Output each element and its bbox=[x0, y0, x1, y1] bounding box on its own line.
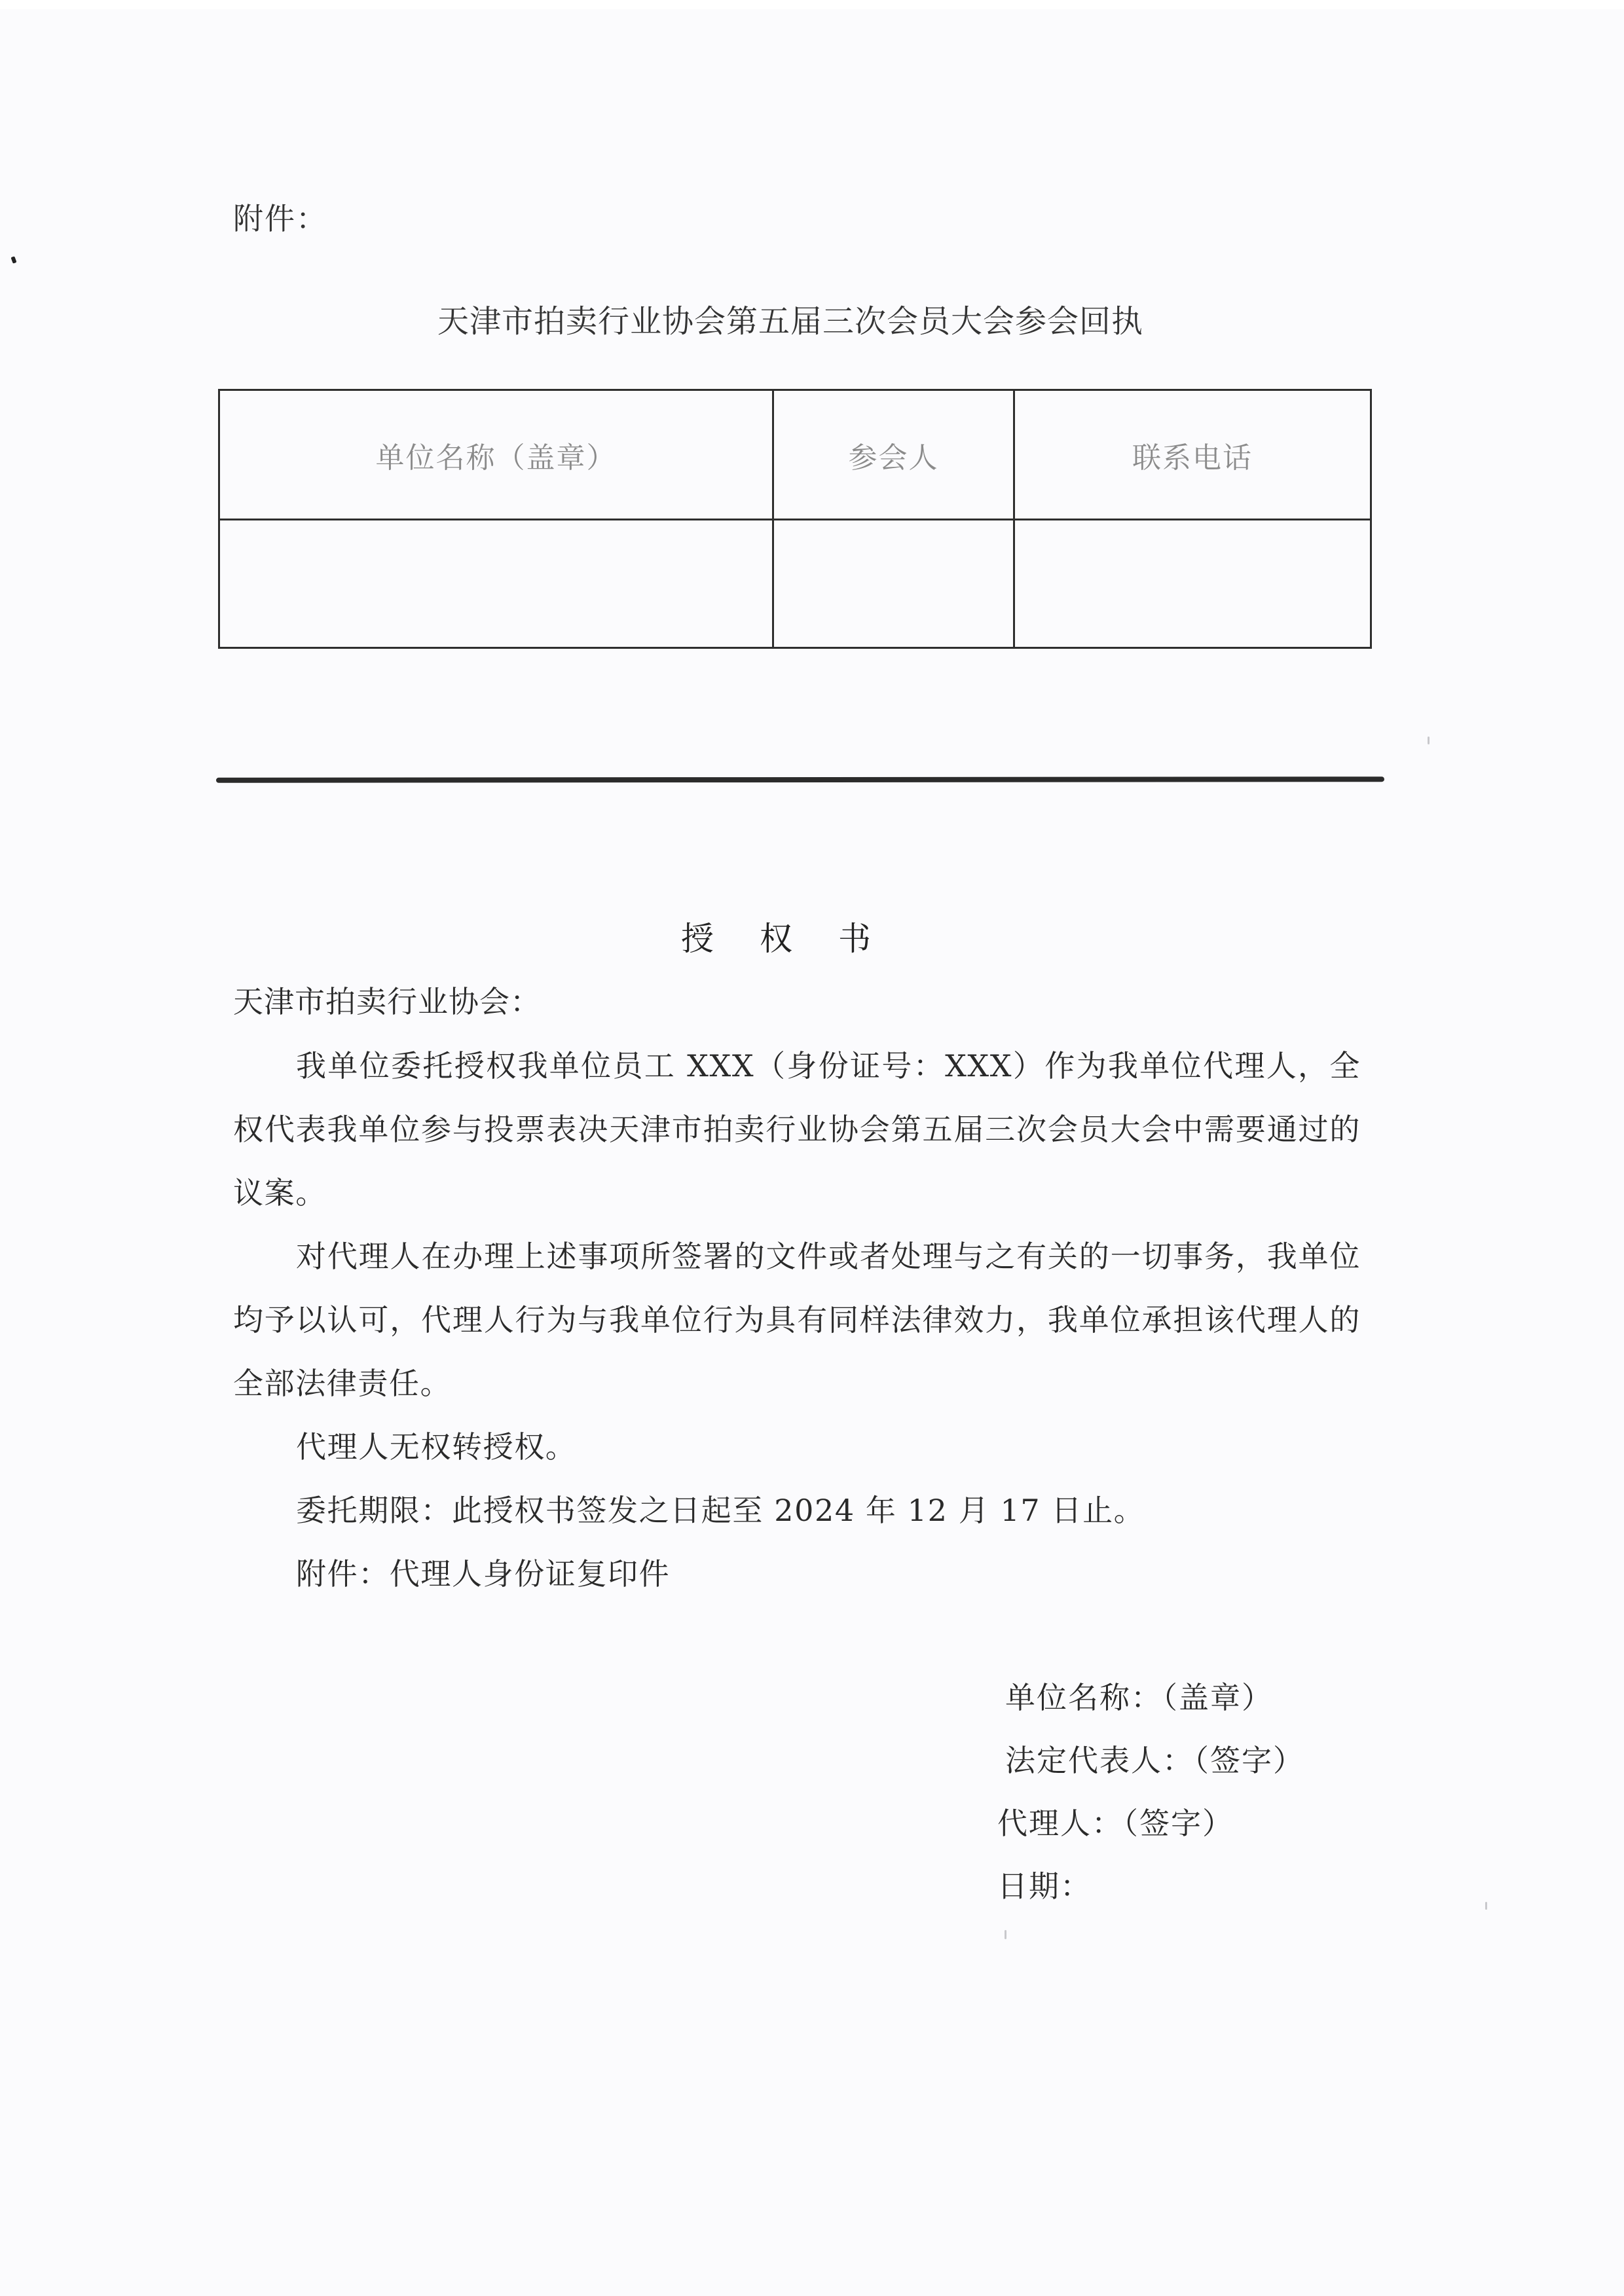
authorization-title bbox=[681, 913, 871, 960]
scan-speck bbox=[1485, 1902, 1487, 1910]
sig-unit-name: 单位名称：（盖章） bbox=[1005, 1680, 1273, 1715]
sig-date: 日期： bbox=[997, 1868, 1092, 1904]
page-top-edge bbox=[0, 0, 1624, 9]
authorization-body bbox=[233, 1034, 1361, 1606]
header-phone: 联系电话 bbox=[1014, 390, 1371, 520]
paragraph-liability: 对代理人在办理上述事项所签署的文件或者处理与之有关的一切事务，我单位均予以认可，代理人行为与我单位行为具有同样法律效力，我单位承担该代理人的全部法律责任。 bbox=[233, 1239, 1361, 1401]
attachment-label: 附件： bbox=[233, 201, 327, 236]
paragraph-attachment: 附件：代理人身份证复印件 bbox=[296, 1556, 671, 1592]
receipt-title: 天津市拍卖行业协会第五届三次会员大会参会回执 bbox=[437, 303, 1144, 340]
table-header-row bbox=[219, 390, 1371, 520]
receipt-table bbox=[218, 389, 1372, 649]
scan-mark bbox=[10, 256, 16, 263]
sig-legal-rep: 法定代表人：（签字） bbox=[1005, 1743, 1304, 1778]
scan-speck bbox=[1428, 737, 1430, 744]
header-attendee: 参会人 bbox=[773, 390, 1014, 520]
cut-line-divider bbox=[216, 776, 1384, 783]
title-char: 书 bbox=[838, 920, 871, 958]
header-unit-name: 单位名称（盖章） bbox=[219, 390, 773, 520]
addressee: 天津市拍卖行业协会： bbox=[233, 984, 541, 1019]
phone-cell[interactable] bbox=[1014, 520, 1371, 648]
unit-name-cell[interactable] bbox=[219, 520, 773, 648]
signature-block bbox=[997, 1666, 1304, 1918]
title-char: 授 bbox=[681, 920, 714, 958]
sig-agent: 代理人：（签字） bbox=[997, 1806, 1234, 1841]
paragraph-term: 委托期限：此授权书签发之日起至 2024 年 12 月 17 日止。 bbox=[296, 1493, 1145, 1528]
paragraph-no-sub-delegation: 代理人无权转授权。 bbox=[296, 1429, 577, 1465]
paragraph-delegation: 我单位委托授权我单位员工 XXX（身份证号：XXX）作为我单位代理人，全权代表我单位参与投票表决天津市拍卖行业协会第五届三次会员大会中需要通过的议案。 bbox=[233, 1048, 1361, 1211]
title-char: 权 bbox=[760, 920, 792, 958]
scan-speck bbox=[1005, 1930, 1006, 1939]
table-row bbox=[219, 520, 1371, 648]
attendee-cell[interactable] bbox=[773, 520, 1014, 648]
